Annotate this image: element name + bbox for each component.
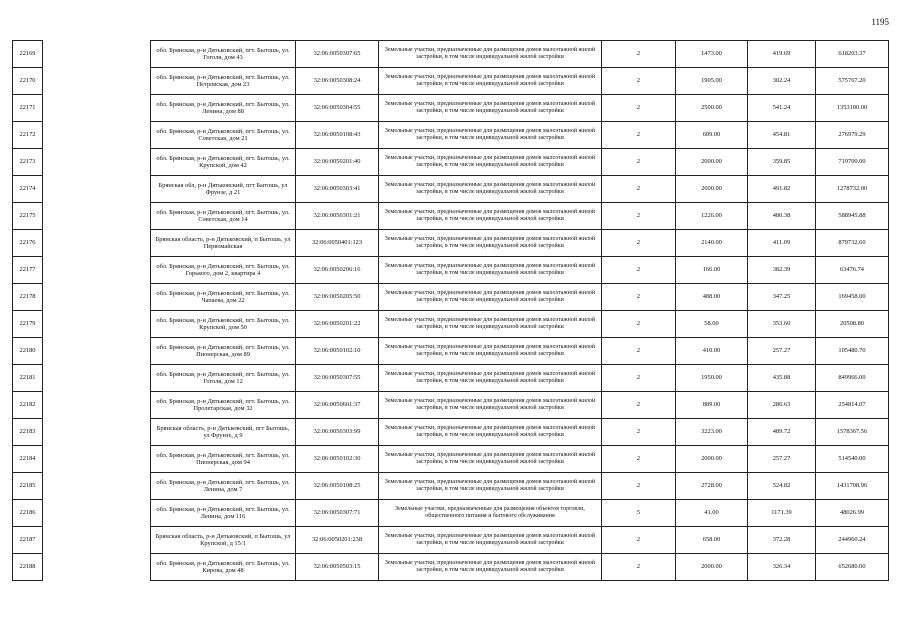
cadastral-number-cell: 32:06:0050308:24 bbox=[296, 68, 379, 95]
specific-value-cell: 326.34 bbox=[748, 554, 816, 581]
gap-cell bbox=[43, 392, 151, 419]
table-row bbox=[13, 41, 889, 68]
row-number-cell: 22170 bbox=[13, 68, 43, 95]
specific-value-cell: 1171.39 bbox=[748, 500, 816, 527]
specific-value-cell: 491.82 bbox=[748, 176, 816, 203]
area-cell: 609.00 bbox=[676, 122, 748, 149]
gap-cell bbox=[43, 365, 151, 392]
cadastral-value-cell: 105480.70 bbox=[816, 338, 889, 365]
specific-value-cell: 347.25 bbox=[748, 284, 816, 311]
cadastral-value-cell: 588945.88 bbox=[816, 203, 889, 230]
address-cell: Брянская область, р-н Дятьковский, п Бытошь, ул Первомайская bbox=[151, 230, 296, 257]
cadastral-number-cell: 32:06:0050201:22 bbox=[296, 311, 379, 338]
land-purpose-cell: Земельные участки, предназначенные для размещения домов малоэтажной жилой застройки, в том числе индивидуальной жилой застройки bbox=[379, 473, 602, 500]
cadastral-number-cell: 32:06:0050304:55 bbox=[296, 95, 379, 122]
row-number-cell: 22176 bbox=[13, 230, 43, 257]
address-cell: обл. Брянская, р-н Дятьковский, пгт. Бытошь, ул. Петровская, дом 23 bbox=[151, 68, 296, 95]
gap-cell bbox=[43, 203, 151, 230]
gap-cell bbox=[43, 338, 151, 365]
table-row bbox=[13, 203, 889, 230]
specific-value-cell: 489.72 bbox=[748, 419, 816, 446]
cadastral-number-cell: 32:06:0050102:30 bbox=[296, 446, 379, 473]
area-cell: 58.00 bbox=[676, 311, 748, 338]
table-row bbox=[13, 257, 889, 284]
group-cell: 2 bbox=[602, 527, 676, 554]
cadastral-value-cell: 20508.80 bbox=[816, 311, 889, 338]
area-cell: 488.00 bbox=[676, 284, 748, 311]
gap-cell bbox=[43, 95, 151, 122]
area-cell: 410.00 bbox=[676, 338, 748, 365]
row-number-cell: 22179 bbox=[13, 311, 43, 338]
cadastral-number-cell: 32:06:0050108:43 bbox=[296, 122, 379, 149]
specific-value-cell: 454.81 bbox=[748, 122, 816, 149]
cadastral-value-cell: 244960.24 bbox=[816, 527, 889, 554]
row-number-cell: 22186 bbox=[13, 500, 43, 527]
group-cell: 2 bbox=[602, 446, 676, 473]
address-cell: Брянская область, р-н Дятьковский, пгт Бытошь, ул Фрунзе, д 9 bbox=[151, 419, 296, 446]
cadastral-register-table bbox=[12, 40, 889, 581]
cadastral-value-cell: 1431708.96 bbox=[816, 473, 889, 500]
address-cell: обл. Брянская, р-н Дятьковский, пгт. Бытошь, ул. Пролетарская, дом 32 bbox=[151, 392, 296, 419]
land-purpose-cell: Земельные участки, предназначенные для размещения домов малоэтажной жилой застройки, в том числе индивидуальной жилой застройки bbox=[379, 392, 602, 419]
gap-cell bbox=[43, 284, 151, 311]
row-number-cell: 22174 bbox=[13, 176, 43, 203]
cadastral-value-cell: 48026.99 bbox=[816, 500, 889, 527]
land-purpose-cell: Земельные участки, предназначенные для размещения домов малоэтажной жилой застройки, в том числе индивидуальной жилой застройки bbox=[379, 122, 602, 149]
group-cell: 2 bbox=[602, 284, 676, 311]
address-cell: обл. Брянская, р-н Дятьковский, пгт. Бытошь, ул. Советская, дом 14 bbox=[151, 203, 296, 230]
table-row bbox=[13, 527, 889, 554]
specific-value-cell: 257.27 bbox=[748, 338, 816, 365]
row-number-cell: 22178 bbox=[13, 284, 43, 311]
group-cell: 2 bbox=[602, 95, 676, 122]
gap-cell bbox=[43, 68, 151, 95]
gap-cell bbox=[43, 122, 151, 149]
gap-cell bbox=[43, 176, 151, 203]
group-cell: 2 bbox=[602, 392, 676, 419]
cadastral-number-cell: 32:06:0050401:123 bbox=[296, 230, 379, 257]
specific-value-cell: 435.88 bbox=[748, 365, 816, 392]
specific-value-cell: 524.82 bbox=[748, 473, 816, 500]
group-cell: 2 bbox=[602, 68, 676, 95]
address-cell: обл. Брянская, р-н Дятьковский, пгт. Бытошь, ул. Гоголя, дом 43 bbox=[151, 41, 296, 68]
area-cell: 2728.00 bbox=[676, 473, 748, 500]
area-cell: 2140.00 bbox=[676, 230, 748, 257]
area-cell: 2000.00 bbox=[676, 554, 748, 581]
group-cell: 2 bbox=[602, 149, 676, 176]
row-number-cell: 22185 bbox=[13, 473, 43, 500]
area-cell: 3223.00 bbox=[676, 419, 748, 446]
address-cell: обл. Брянская, р-н Дятьковский, пгт. Бытошь, ул. Пионерская, дом 94 bbox=[151, 446, 296, 473]
area-cell: 2600.00 bbox=[676, 176, 748, 203]
land-purpose-cell: Земельные участки, предназначенные для размещения домов малоэтажной жилой застройки, в том числе индивидуальной жилой застройки bbox=[379, 95, 602, 122]
row-number-cell: 22173 bbox=[13, 149, 43, 176]
row-number-cell: 22172 bbox=[13, 122, 43, 149]
area-cell: 41.00 bbox=[676, 500, 748, 527]
specific-value-cell: 372.28 bbox=[748, 527, 816, 554]
cadastral-number-cell: 32:06:0050307:55 bbox=[296, 365, 379, 392]
area-cell: 2000.00 bbox=[676, 446, 748, 473]
specific-value-cell: 419.69 bbox=[748, 41, 816, 68]
cadastral-number-cell: 32:06:0050303:41 bbox=[296, 176, 379, 203]
land-purpose-cell: Земельные участки, предназначенные для размещения домов малоэтажной жилой застройки, в том числе индивидуальной жилой застройки bbox=[379, 527, 602, 554]
address-cell: Брянская обл, р-н Дятьковский, пгт Бытошь, ул Фрунзе, д 21 bbox=[151, 176, 296, 203]
area-cell: 1950.00 bbox=[676, 365, 748, 392]
table-row bbox=[13, 149, 889, 176]
cadastral-number-cell: 32:06:0050601:37 bbox=[296, 392, 379, 419]
group-cell: 2 bbox=[602, 419, 676, 446]
group-cell: 2 bbox=[602, 41, 676, 68]
row-number-cell: 22187 bbox=[13, 527, 43, 554]
address-cell: обл. Брянская, р-н Дятьковский, пгт. Бытошь, ул. Ленина, дом 116 bbox=[151, 500, 296, 527]
cadastral-value-cell: 1278732.00 bbox=[816, 176, 889, 203]
table-row bbox=[13, 68, 889, 95]
group-cell: 2 bbox=[602, 203, 676, 230]
cadastral-value-cell: 254814.07 bbox=[816, 392, 889, 419]
gap-cell bbox=[43, 527, 151, 554]
gap-cell bbox=[43, 554, 151, 581]
cadastral-number-cell: 32:06:0050307:71 bbox=[296, 500, 379, 527]
gap-cell bbox=[43, 41, 151, 68]
cadastral-value-cell: 652680.00 bbox=[816, 554, 889, 581]
cadastral-value-cell: 1353100.00 bbox=[816, 95, 889, 122]
gap-cell bbox=[43, 257, 151, 284]
address-cell: обл. Брянская, р-н Дятьковский, пгт. Бытошь, ул. Кирова, дом 48 bbox=[151, 554, 296, 581]
specific-value-cell: 359.85 bbox=[748, 149, 816, 176]
table-row bbox=[13, 446, 889, 473]
cadastral-number-cell: 32:06:0050206:16 bbox=[296, 257, 379, 284]
cadastral-value-cell: 879732.60 bbox=[816, 230, 889, 257]
address-cell: обл. Брянская, р-н Дятьковский, пгт. Бытошь, ул. Советская, дом 21 bbox=[151, 122, 296, 149]
group-cell: 2 bbox=[602, 122, 676, 149]
land-purpose-cell: Земельные участки, предназначенные для размещения домов малоэтажной жилой застройки, в том числе индивидуальной жилой застройки bbox=[379, 176, 602, 203]
gap-cell bbox=[43, 473, 151, 500]
table-row bbox=[13, 122, 889, 149]
cadastral-number-cell: 32:06:0050201:40 bbox=[296, 149, 379, 176]
cadastral-number-cell: 32:06:0050307:65 bbox=[296, 41, 379, 68]
gap-cell bbox=[43, 230, 151, 257]
address-cell: обл. Брянская, р-н Дятьковский, пгт. Бытошь, ул. Крупской, дом 50 bbox=[151, 311, 296, 338]
gap-cell bbox=[43, 419, 151, 446]
row-number-cell: 22183 bbox=[13, 419, 43, 446]
row-number-cell: 22171 bbox=[13, 95, 43, 122]
cadastral-number-cell: 32:06:0050201:238 bbox=[296, 527, 379, 554]
table-row bbox=[13, 554, 889, 581]
row-number-cell: 22180 bbox=[13, 338, 43, 365]
table-row bbox=[13, 500, 889, 527]
table-row bbox=[13, 365, 889, 392]
land-purpose-cell: Земельные участки, предназначенные для размещения домов малоэтажной жилой застройки, в том числе индивидуальной жилой застройки bbox=[379, 230, 602, 257]
row-number-cell: 22177 bbox=[13, 257, 43, 284]
area-cell: 2500.00 bbox=[676, 95, 748, 122]
address-cell: обл. Брянская, р-н Дятьковский, пгт. Бытошь, ул. Ленина, дом 7 bbox=[151, 473, 296, 500]
group-cell: 2 bbox=[602, 554, 676, 581]
table-row bbox=[13, 230, 889, 257]
cadastral-value-cell: 276979.29 bbox=[816, 122, 889, 149]
land-purpose-cell: Земельные участки, предназначенные для размещения домов малоэтажной жилой застройки, в том числе индивидуальной жилой застройки bbox=[379, 284, 602, 311]
address-cell: обл. Брянская, р-н Дятьковский, пгт. Бытошь, ул. Крупской, дом 42 bbox=[151, 149, 296, 176]
table-row bbox=[13, 95, 889, 122]
land-purpose-cell: Земельные участки, предназначенные для размещения домов малоэтажной жилой застройки, в том числе индивидуальной жилой застройки bbox=[379, 338, 602, 365]
specific-value-cell: 480.38 bbox=[748, 203, 816, 230]
gap-cell bbox=[43, 149, 151, 176]
table-row bbox=[13, 473, 889, 500]
specific-value-cell: 353.60 bbox=[748, 311, 816, 338]
cadastral-value-cell: 719700.00 bbox=[816, 149, 889, 176]
table-row bbox=[13, 392, 889, 419]
area-cell: 658.00 bbox=[676, 527, 748, 554]
row-number-cell: 22181 bbox=[13, 365, 43, 392]
area-cell: 1473.00 bbox=[676, 41, 748, 68]
page-number: 1195 bbox=[871, 17, 889, 27]
cadastral-number-cell: 32:06:0050303:99 bbox=[296, 419, 379, 446]
group-cell: 2 bbox=[602, 311, 676, 338]
specific-value-cell: 286.63 bbox=[748, 392, 816, 419]
address-cell: обл. Брянская, р-н Дятьковский, пгт. Бытошь, ул. Горького, дом 2, квартира 4 bbox=[151, 257, 296, 284]
area-cell: 1905.00 bbox=[676, 68, 748, 95]
cadastral-number-cell: 32:06:0050301:21 bbox=[296, 203, 379, 230]
table-row bbox=[13, 284, 889, 311]
table-row bbox=[13, 419, 889, 446]
land-purpose-cell: Земельные участки, предназначенные для размещения домов малоэтажной жилой застройки, в том числе индивидуальной жилой застройки bbox=[379, 365, 602, 392]
specific-value-cell: 382.39 bbox=[748, 257, 816, 284]
land-purpose-cell: Земельные участки, предназначенные для размещения домов малоэтажной жилой застройки, в том числе индивидуальной жилой застройки bbox=[379, 257, 602, 284]
row-number-cell: 22188 bbox=[13, 554, 43, 581]
row-number-cell: 22175 bbox=[13, 203, 43, 230]
cadastral-value-cell: 618203.37 bbox=[816, 41, 889, 68]
register-body bbox=[13, 41, 889, 581]
table-row bbox=[13, 311, 889, 338]
group-cell: 2 bbox=[602, 365, 676, 392]
group-cell: 2 bbox=[602, 338, 676, 365]
cadastral-number-cell: 32:06:0050205:50 bbox=[296, 284, 379, 311]
land-purpose-cell: Земельные участки, предназначенные для размещения домов малоэтажной жилой застройки, в том числе индивидуальной жилой застройки bbox=[379, 419, 602, 446]
group-cell: 5 bbox=[602, 500, 676, 527]
gap-cell bbox=[43, 500, 151, 527]
land-purpose-cell: Земельные участки, предназначенные для размещения домов малоэтажной жилой застройки, в том числе индивидуальной жилой застройки bbox=[379, 203, 602, 230]
group-cell: 2 bbox=[602, 473, 676, 500]
gap-cell bbox=[43, 311, 151, 338]
cadastral-value-cell: 514540.00 bbox=[816, 446, 889, 473]
cadastral-value-cell: 169458.00 bbox=[816, 284, 889, 311]
address-cell: обл. Брянская, р-н Дятьковский, пгт. Бытошь, ул. Гоголя, дом 12 bbox=[151, 365, 296, 392]
area-cell: 166.00 bbox=[676, 257, 748, 284]
land-purpose-cell: Земельные участки, предназначенные для размещения домов малоэтажной жилой застройки, в том числе индивидуальной жилой застройки bbox=[379, 149, 602, 176]
specific-value-cell: 257.27 bbox=[748, 446, 816, 473]
row-number-cell: 22169 bbox=[13, 41, 43, 68]
group-cell: 2 bbox=[602, 176, 676, 203]
table-row bbox=[13, 338, 889, 365]
group-cell: 2 bbox=[602, 257, 676, 284]
cadastral-number-cell: 32:06:0050503:15 bbox=[296, 554, 379, 581]
group-cell: 2 bbox=[602, 230, 676, 257]
cadastral-number-cell: 32:06:0050102:10 bbox=[296, 338, 379, 365]
land-purpose-cell: Земельные участки, предназначенные для размещения домов малоэтажной жилой застройки, в том числе индивидуальной жилой застройки bbox=[379, 68, 602, 95]
row-number-cell: 22182 bbox=[13, 392, 43, 419]
gap-cell bbox=[43, 446, 151, 473]
land-purpose-cell: Земельные участки, предназначенные для размещения домов малоэтажной жилой застройки, в том числе индивидуальной жилой застройки bbox=[379, 41, 602, 68]
address-cell: обл. Брянская, р-н Дятьковский, пгт. Бытошь, ул. Пионерская, дом 89 bbox=[151, 338, 296, 365]
area-cell: 2000.00 bbox=[676, 149, 748, 176]
specific-value-cell: 302.24 bbox=[748, 68, 816, 95]
area-cell: 1226.00 bbox=[676, 203, 748, 230]
address-cell: обл. Брянская, р-н Дятьковский, пгт. Бытошь, ул. Ленина, дом 88 bbox=[151, 95, 296, 122]
land-purpose-cell: Земельные участки, предназначенные для размещения домов малоэтажной жилой застройки, в том числе индивидуальной жилой застройки bbox=[379, 446, 602, 473]
land-purpose-cell: Земельные участки, предназначенные для размещения домов малоэтажной жилой застройки, в том числе индивидуальной жилой застройки bbox=[379, 311, 602, 338]
land-purpose-cell: Земельные участки, предназначенные для размещения домов малоэтажной жилой застройки, в том числе индивидуальной жилой застройки bbox=[379, 554, 602, 581]
cadastral-value-cell: 849966.00 bbox=[816, 365, 889, 392]
land-purpose-cell: Земельные участки, предназначенные для размещения объектов торговли, общественного питания и бытового обслуживания bbox=[379, 500, 602, 527]
address-cell: обл. Брянская, р-н Дятьковский, пгт. Бытошь, ул. Чапаева, дом 22 bbox=[151, 284, 296, 311]
table-row bbox=[13, 176, 889, 203]
address-cell: Брянская область, р-н Дятьковский, п Бытошь, ул Крупской, д 15/1 bbox=[151, 527, 296, 554]
row-number-cell: 22184 bbox=[13, 446, 43, 473]
cadastral-value-cell: 63476.74 bbox=[816, 257, 889, 284]
cadastral-number-cell: 32:06:0050108:25 bbox=[296, 473, 379, 500]
specific-value-cell: 541.24 bbox=[748, 95, 816, 122]
specific-value-cell: 411.09 bbox=[748, 230, 816, 257]
cadastral-value-cell: 575767.20 bbox=[816, 68, 889, 95]
cadastral-value-cell: 1578367.56 bbox=[816, 419, 889, 446]
area-cell: 889.00 bbox=[676, 392, 748, 419]
